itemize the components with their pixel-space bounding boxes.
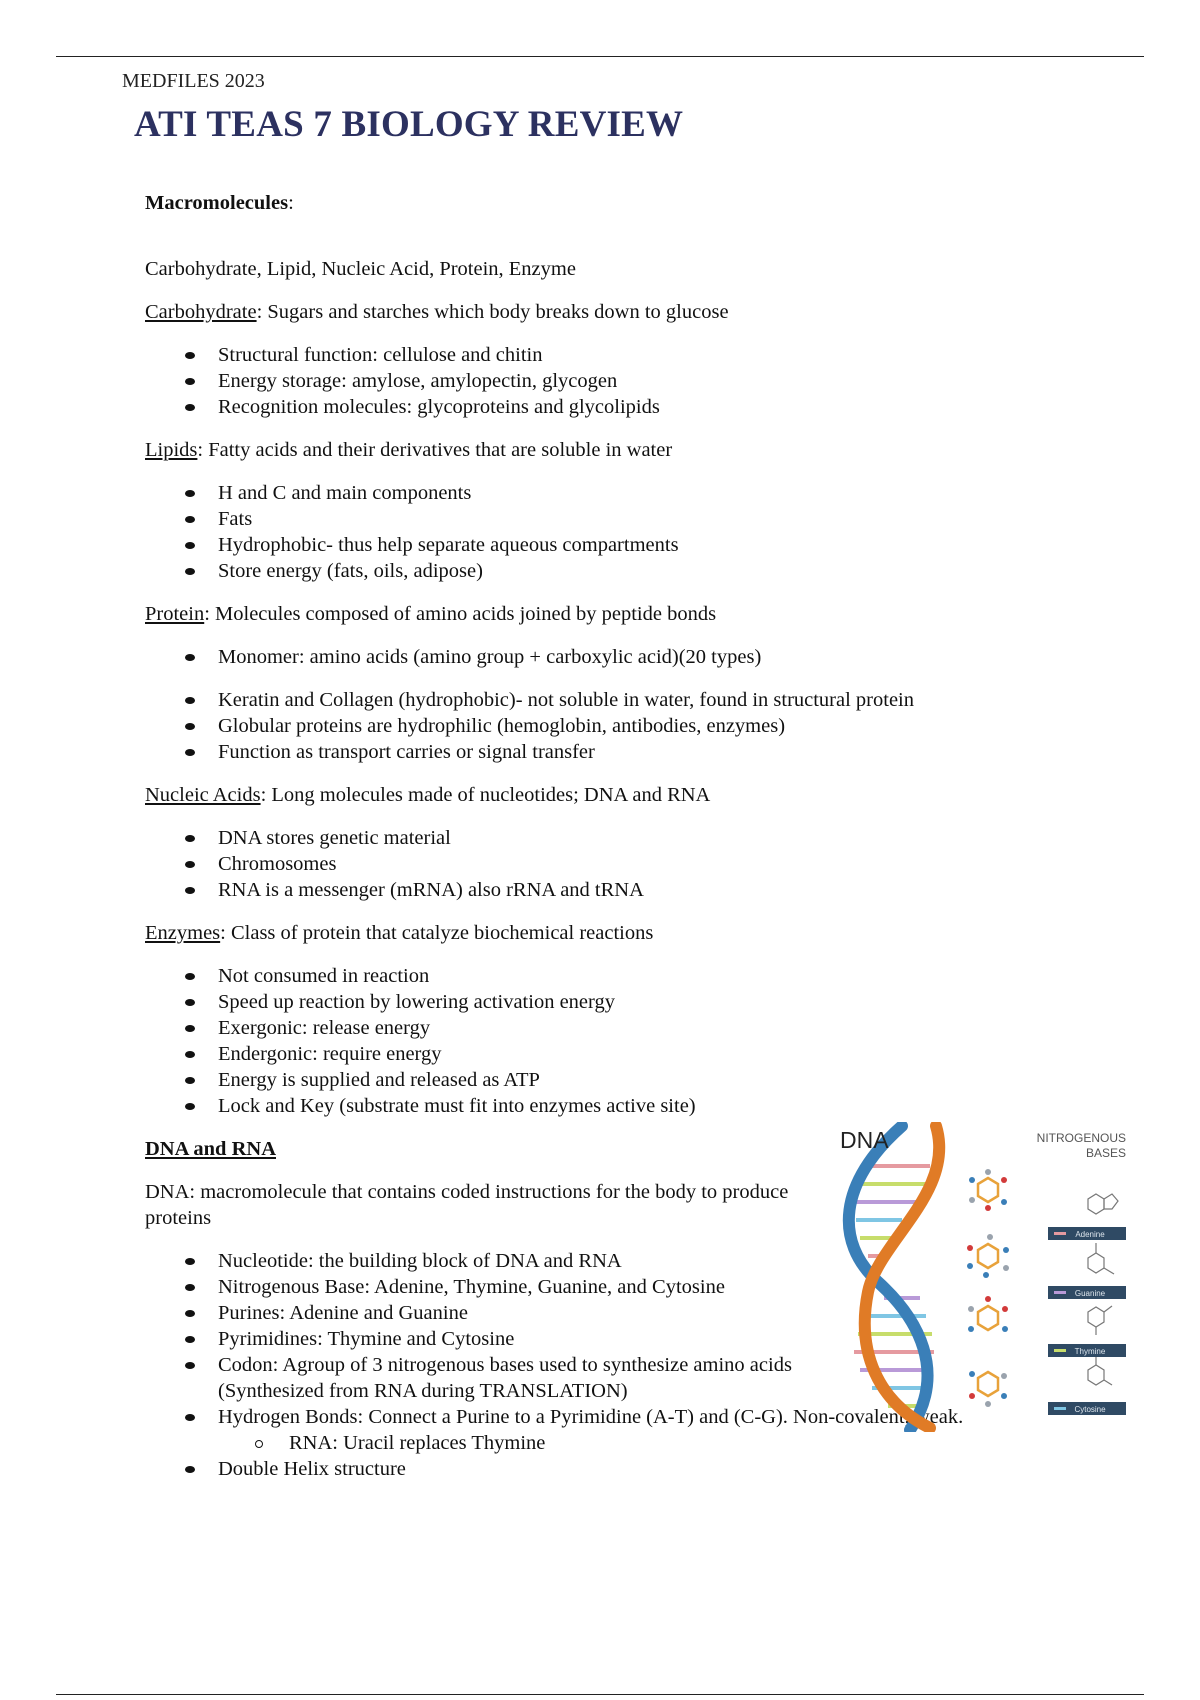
molecule-icons <box>967 1169 1009 1407</box>
list-item: Exergonic: release energy <box>145 1015 1045 1041</box>
base-label-cytosine: Cytosine <box>1074 1405 1106 1414</box>
list-item: Nucleotide: the building block of DNA and RNA <box>145 1248 1045 1274</box>
list-item: Codon: Agroup of 3 nitrogenous bases used to synthesize amino acids (Synthesized from RNA during TRANSLATION) <box>145 1352 808 1404</box>
list-item: Hydrogen Bonds: Connect a Purine to a Pyrimidine (A-T) and (C-G). Non-covalent, weak. <box>145 1404 1045 1430</box>
list-item: Double Helix structure <box>145 1456 1045 1482</box>
nucleic-acids-term: Nucleic Acids <box>145 784 261 806</box>
dna-rna-heading: DNA and RNA <box>145 1138 276 1160</box>
enzymes-definition <box>145 920 1045 946</box>
protein-definition <box>145 601 1045 627</box>
enzymes-definition-text: : Class of protein that catalyze biochemical reactions <box>220 922 654 944</box>
nucleic-acids-definition-text: : Long molecules made of nucleotides; DNA and RNA <box>260 784 711 806</box>
list-item: Energy is supplied and released as ATP <box>145 1067 1045 1093</box>
macromolecules-list: Carbohydrate, Lipid, Nucleic Acid, Protein, Enzyme <box>145 258 576 280</box>
list-item: Function as transport carries or signal transfer <box>145 739 1045 765</box>
list-item: Chromosomes <box>145 851 1045 877</box>
base-label-adenine: Adenine <box>1075 1230 1105 1239</box>
figure-label: DNA <box>840 1127 889 1153</box>
carbohydrate-definition-text: : Sugars and starches which body breaks down to glucose <box>256 301 729 323</box>
list-item: Nitrogenous Base: Adenine, Thymine, Guanine, and Cytosine <box>145 1274 1045 1300</box>
enzymes-term: Enzymes <box>145 922 221 944</box>
macromolecules-heading-text: Macromolecules <box>145 192 289 214</box>
lipids-term: Lipids <box>145 439 198 461</box>
dna-rna-bullets-end <box>145 1456 1045 1482</box>
list-item: Lock and Key (substrate must fit into enzymes active site) <box>145 1093 1045 1119</box>
list-item: Recognition molecules: glycoproteins and glycolipids <box>145 394 1045 420</box>
list-item: Endergonic: require energy <box>145 1041 1045 1067</box>
dna-figure <box>838 1122 1130 1432</box>
list-item: Energy storage: amylose, amylopectin, glycogen <box>145 368 1045 394</box>
lipids-definition <box>145 437 1045 463</box>
base-label-boxes <box>1048 1227 1126 1415</box>
lipids-bullets <box>145 480 1045 584</box>
carbohydrate-bullets <box>145 342 1045 420</box>
list-item: Monomer: amino acids (amino group + carboxylic acid)(20 types) <box>145 644 1045 670</box>
header-label: MEDFILES 2023 <box>122 70 265 92</box>
bases-title-line-1: NITROGENOUS <box>1036 1131 1126 1145</box>
macromolecules-heading <box>145 190 1045 216</box>
list-item: Speed up reaction by lowering activation energy <box>145 989 1045 1015</box>
base-label-thymine: Thymine <box>1074 1347 1106 1356</box>
list-item: Purines: Adenine and Guanine <box>145 1300 1045 1326</box>
sub-list-item: RNA: Uracil replaces Thymine <box>145 1430 1045 1456</box>
base-label-guanine: Guanine <box>1074 1289 1106 1298</box>
list-item: Store energy (fats, oils, adipose) <box>145 558 1045 584</box>
macromolecules-heading-colon: : <box>288 192 294 214</box>
document-title: ATI TEAS 7 BIOLOGY REVIEW <box>134 104 684 145</box>
protein-bullets <box>145 644 1045 765</box>
list-item: DNA stores genetic material <box>145 825 1045 851</box>
top-rule <box>56 56 1144 57</box>
carbohydrate-term: Carbohydrate <box>145 301 257 323</box>
enzymes-bullets <box>145 963 1045 1119</box>
list-item: Keratin and Collagen (hydrophobic)- not soluble in water, found in structural protein <box>145 687 1045 713</box>
dna-intro: DNA: macromolecule that contains coded instructions for the body to produce proteins <box>145 1181 789 1229</box>
list-item: Fats <box>145 506 1045 532</box>
nucleic-acids-bullets <box>145 825 1045 903</box>
list-item: Not consumed in reaction <box>145 963 1045 989</box>
dna-rna-sub-bullets <box>145 1430 1045 1456</box>
list-item: Structural function: cellulose and chitin <box>145 342 1045 368</box>
carbohydrate-definition <box>145 299 1045 325</box>
list-item: H and C and main components <box>145 480 1045 506</box>
lipids-definition-text: : Fatty acids and their derivatives that are soluble in water <box>197 439 673 461</box>
nucleic-acids-definition <box>145 782 1045 808</box>
bottom-rule <box>56 1694 1144 1695</box>
list-item: Hydrophobic- thus help separate aqueous compartments <box>145 532 1045 558</box>
bases-title-line-2: BASES <box>1085 1146 1126 1160</box>
list-item: RNA is a messenger (mRNA) also rRNA and tRNA <box>145 877 1045 903</box>
protein-term: Protein <box>145 603 205 625</box>
list-item: Globular proteins are hydrophilic (hemoglobin, antibodies, enzymes) <box>145 713 1045 739</box>
list-item: Pyrimidines: Thymine and Cytosine <box>145 1326 1045 1352</box>
protein-definition-text: : Molecules composed of amino acids joined by peptide bonds <box>204 603 717 625</box>
